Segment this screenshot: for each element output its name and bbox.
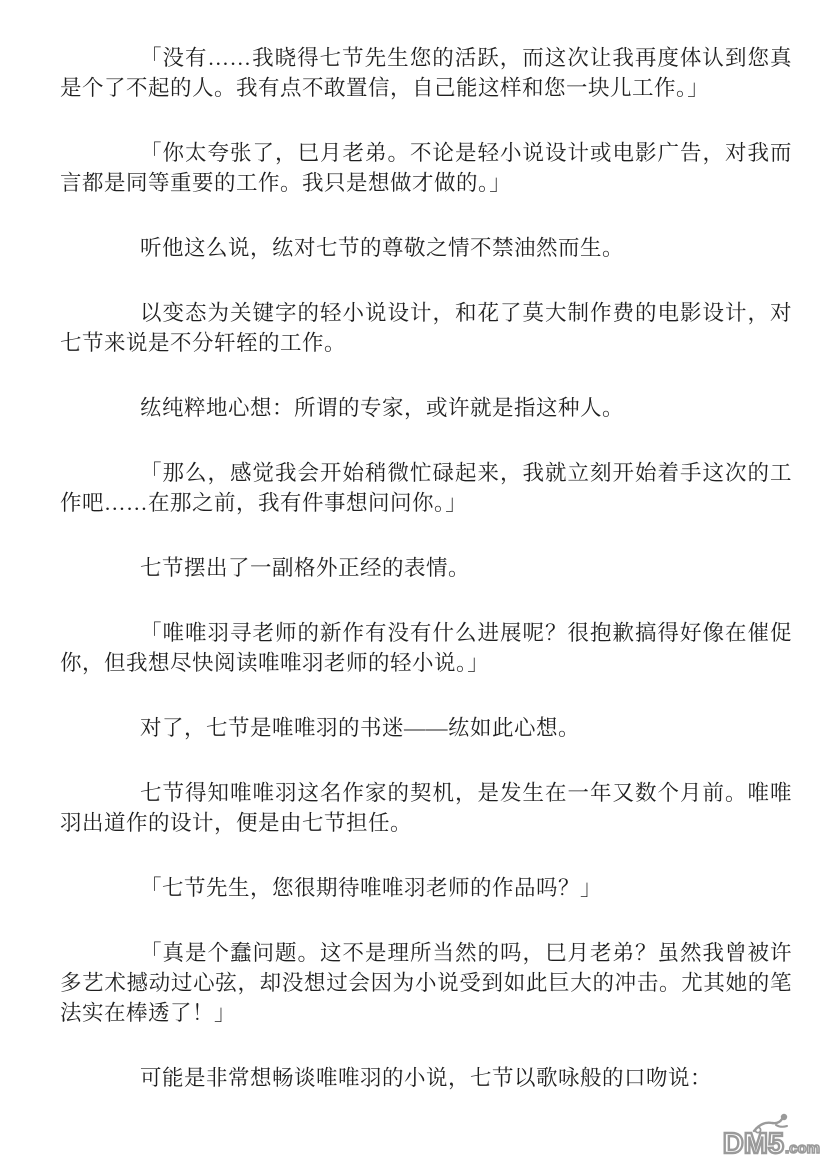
dm5-watermark: [723, 1128, 820, 1161]
dm5-logo-suffix: .com: [784, 1140, 820, 1157]
paragraph-9: 对了，七节是唯唯羽的书迷——纮如此心想。: [140, 716, 581, 740]
paragraph-13: 可能是非常想畅谈唯唯羽的小说，七节以歌咏般的口吻说：: [140, 1066, 713, 1090]
paragraph-11: 「七节先生，您很期待唯唯羽老师的作品吗？」: [140, 876, 603, 900]
paragraph-7: 七节摆出了一副格外正经的表情。: [140, 556, 471, 580]
paragraph-5: 纮纯粹地心想：所谓的专家，或许就是指这种人。: [140, 396, 625, 420]
novel-text-block: [60, 43, 792, 1128]
paragraph-10: 七节得知唯唯羽这名作家的契机，是发生在一年又数个月前。唯唯羽出道作的设计，便是由七节担任。: [60, 781, 792, 835]
paragraph-6: 「那么，感觉我会开始稍微忙碌起来，我就立刻开始着手这次的工作吧……在那之前，我有件事想问问你。」: [60, 461, 792, 515]
paragraph-1: 「没有……我晓得七节先生您的活跃，而这次让我再度体认到您真是个了不起的人。我有点不敢置信，自己能这样和您一块儿工作。」: [60, 46, 792, 100]
paragraph-8: 「唯唯羽寻老师的新作有没有什么进展呢？很抱歉搞得好像在催促你，但我想尽快阅读唯唯羽老师的轻小说。」: [60, 621, 792, 675]
paragraph-12: 「真是个蠢问题。这不是理所当然的吗，巳月老弟？虽然我曾被许多艺术撼动过心弦，却没想过会因为小说受到如此巨大的冲击。尤其她的笔法实在棒透了！」: [60, 941, 792, 1025]
rider-icon: [748, 1112, 792, 1134]
dm5-logo-text: DM5: [722, 1128, 784, 1160]
paragraph-3: 听他这么说，纮对七节的尊敬之情不禁油然而生。: [140, 236, 625, 260]
paragraph-4: 以变态为关键字的轻小说设计，和花了莫大制作费的电影设计，对七节来说是不分轩轾的工作。: [60, 301, 792, 355]
paragraph-2: 「你太夸张了，巳月老弟。不论是轻小说设计或电影广告，对我而言都是同等重要的工作。我只是想做才做的。」: [60, 141, 792, 195]
